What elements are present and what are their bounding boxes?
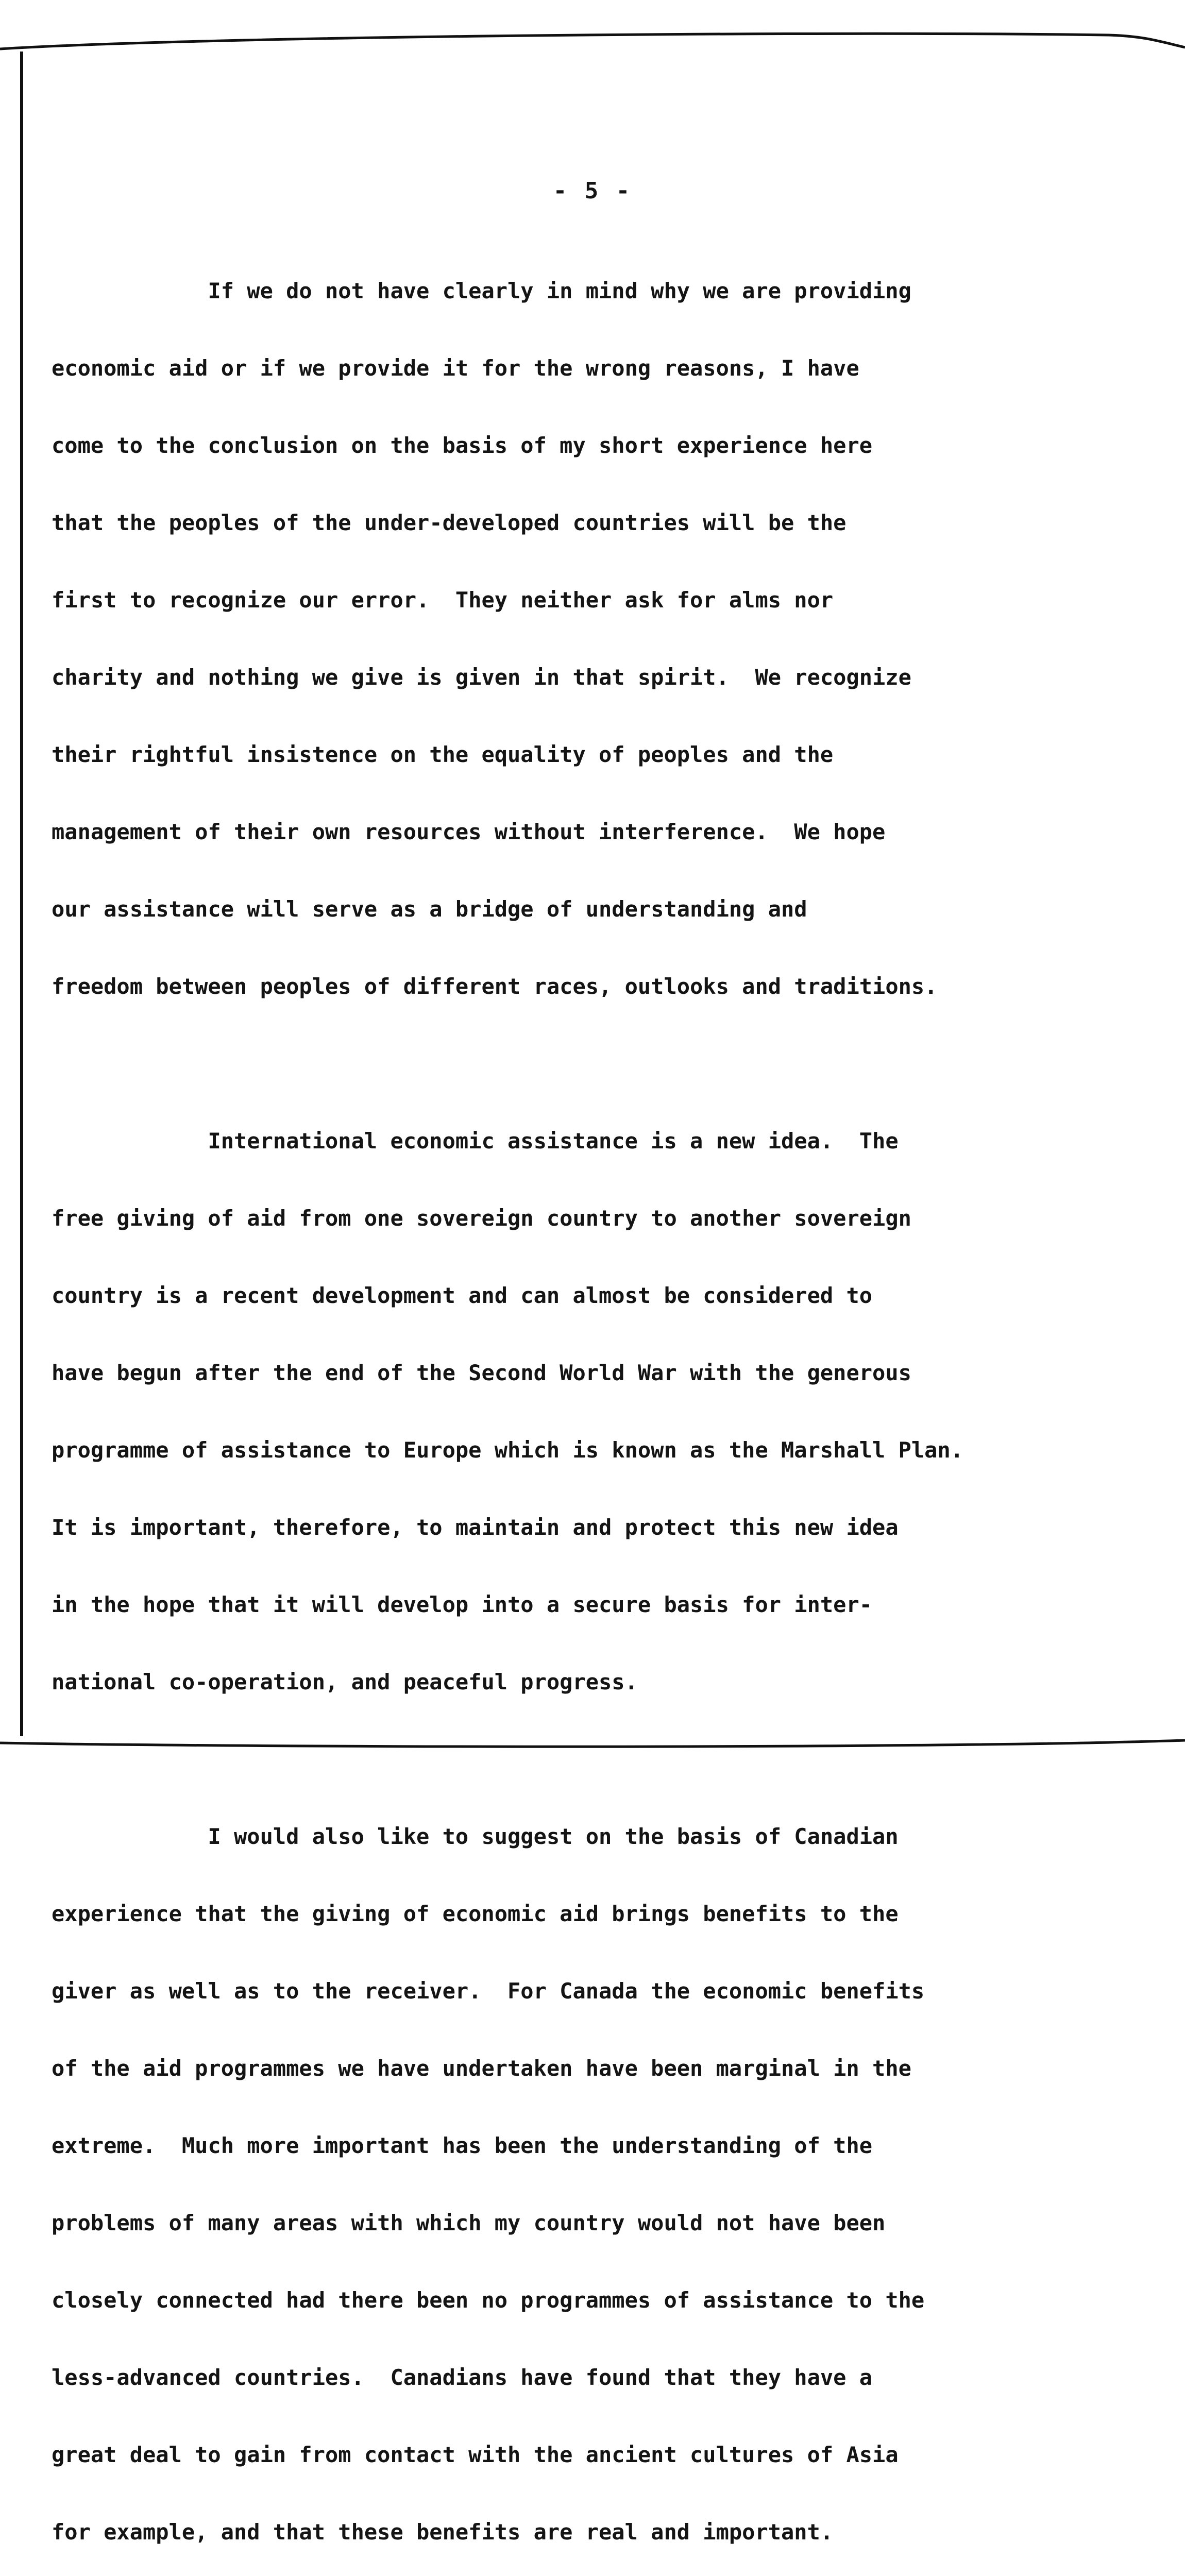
text-line: problems of many areas with which my country would not have been [52,2210,886,2235]
text-line: that the peoples of the under-developed countries will be the [52,510,847,535]
text-line: giver as well as to the receiver. For Canada the economic benefits [52,1978,925,2004]
text-line: It is important, therefore, to maintain and protect this new idea [52,1515,899,1540]
text-line: for example, and that these benefits are real and important. [52,2519,834,2545]
text-line: If we do not have clearly in mind why we are providing [52,278,911,303]
text-line: country is a recent development and can almost be considered to [52,1283,873,1308]
text-line: management of their own resources without interference. We hope [52,819,886,844]
text-line: of the aid programmes we have undertaken have been marginal in the [52,2056,911,2081]
text-line: great deal to gain from contact with the ancient cultures of Asia [52,2442,899,2467]
text-line: their rightful insistence on the equality of peoples and the [52,742,834,767]
text-line: have begun after the end of the Second World War with the generous [52,1360,911,1385]
text-line: less-advanced countries. Canadians have found that they have a [52,2365,873,2390]
text-line: closely connected had there been no programmes of assistance to the [52,2287,925,2313]
text-line: in the hope that it will develop into a secure basis for inter- [52,1592,873,1617]
text-line: national co-operation, and peaceful progress. [52,1669,638,1694]
document-body [52,227,1128,2576]
text-line: programme of assistance to Europe which is known as the Marshall Plan. [52,1437,964,1463]
text-line: experience that the giving of economic aid brings benefits to the [52,1901,899,1926]
text-line: I would also like to suggest on the basis of Canadian [52,1824,899,1849]
text-line: free giving of aid from one sovereign country to another sovereign [52,1206,911,1231]
paragraph-3 [52,1772,1128,2576]
text-line: our assistance will serve as a bridge of understanding and [52,896,807,922]
page-number: - 5 - [553,178,632,204]
text-line: International economic assistance is a new idea. The [52,1128,899,1154]
text-line: extreme. Much more important has been the understanding of the [52,2133,873,2158]
paragraph-2 [52,1077,1128,1747]
text-line: charity and nothing we give is given in that spirit. We recognize [52,665,911,690]
text-line: freedom between peoples of different races, outlooks and traditions. [52,974,938,999]
paragraph-1 [52,227,1128,1051]
text-line: come to the conclusion on the basis of my short experience here [52,433,873,458]
text-line: economic aid or if we provide it for the wrong reasons, I have [52,355,859,381]
text-line: first to recognize our error. They neither ask for alms nor [52,587,834,613]
